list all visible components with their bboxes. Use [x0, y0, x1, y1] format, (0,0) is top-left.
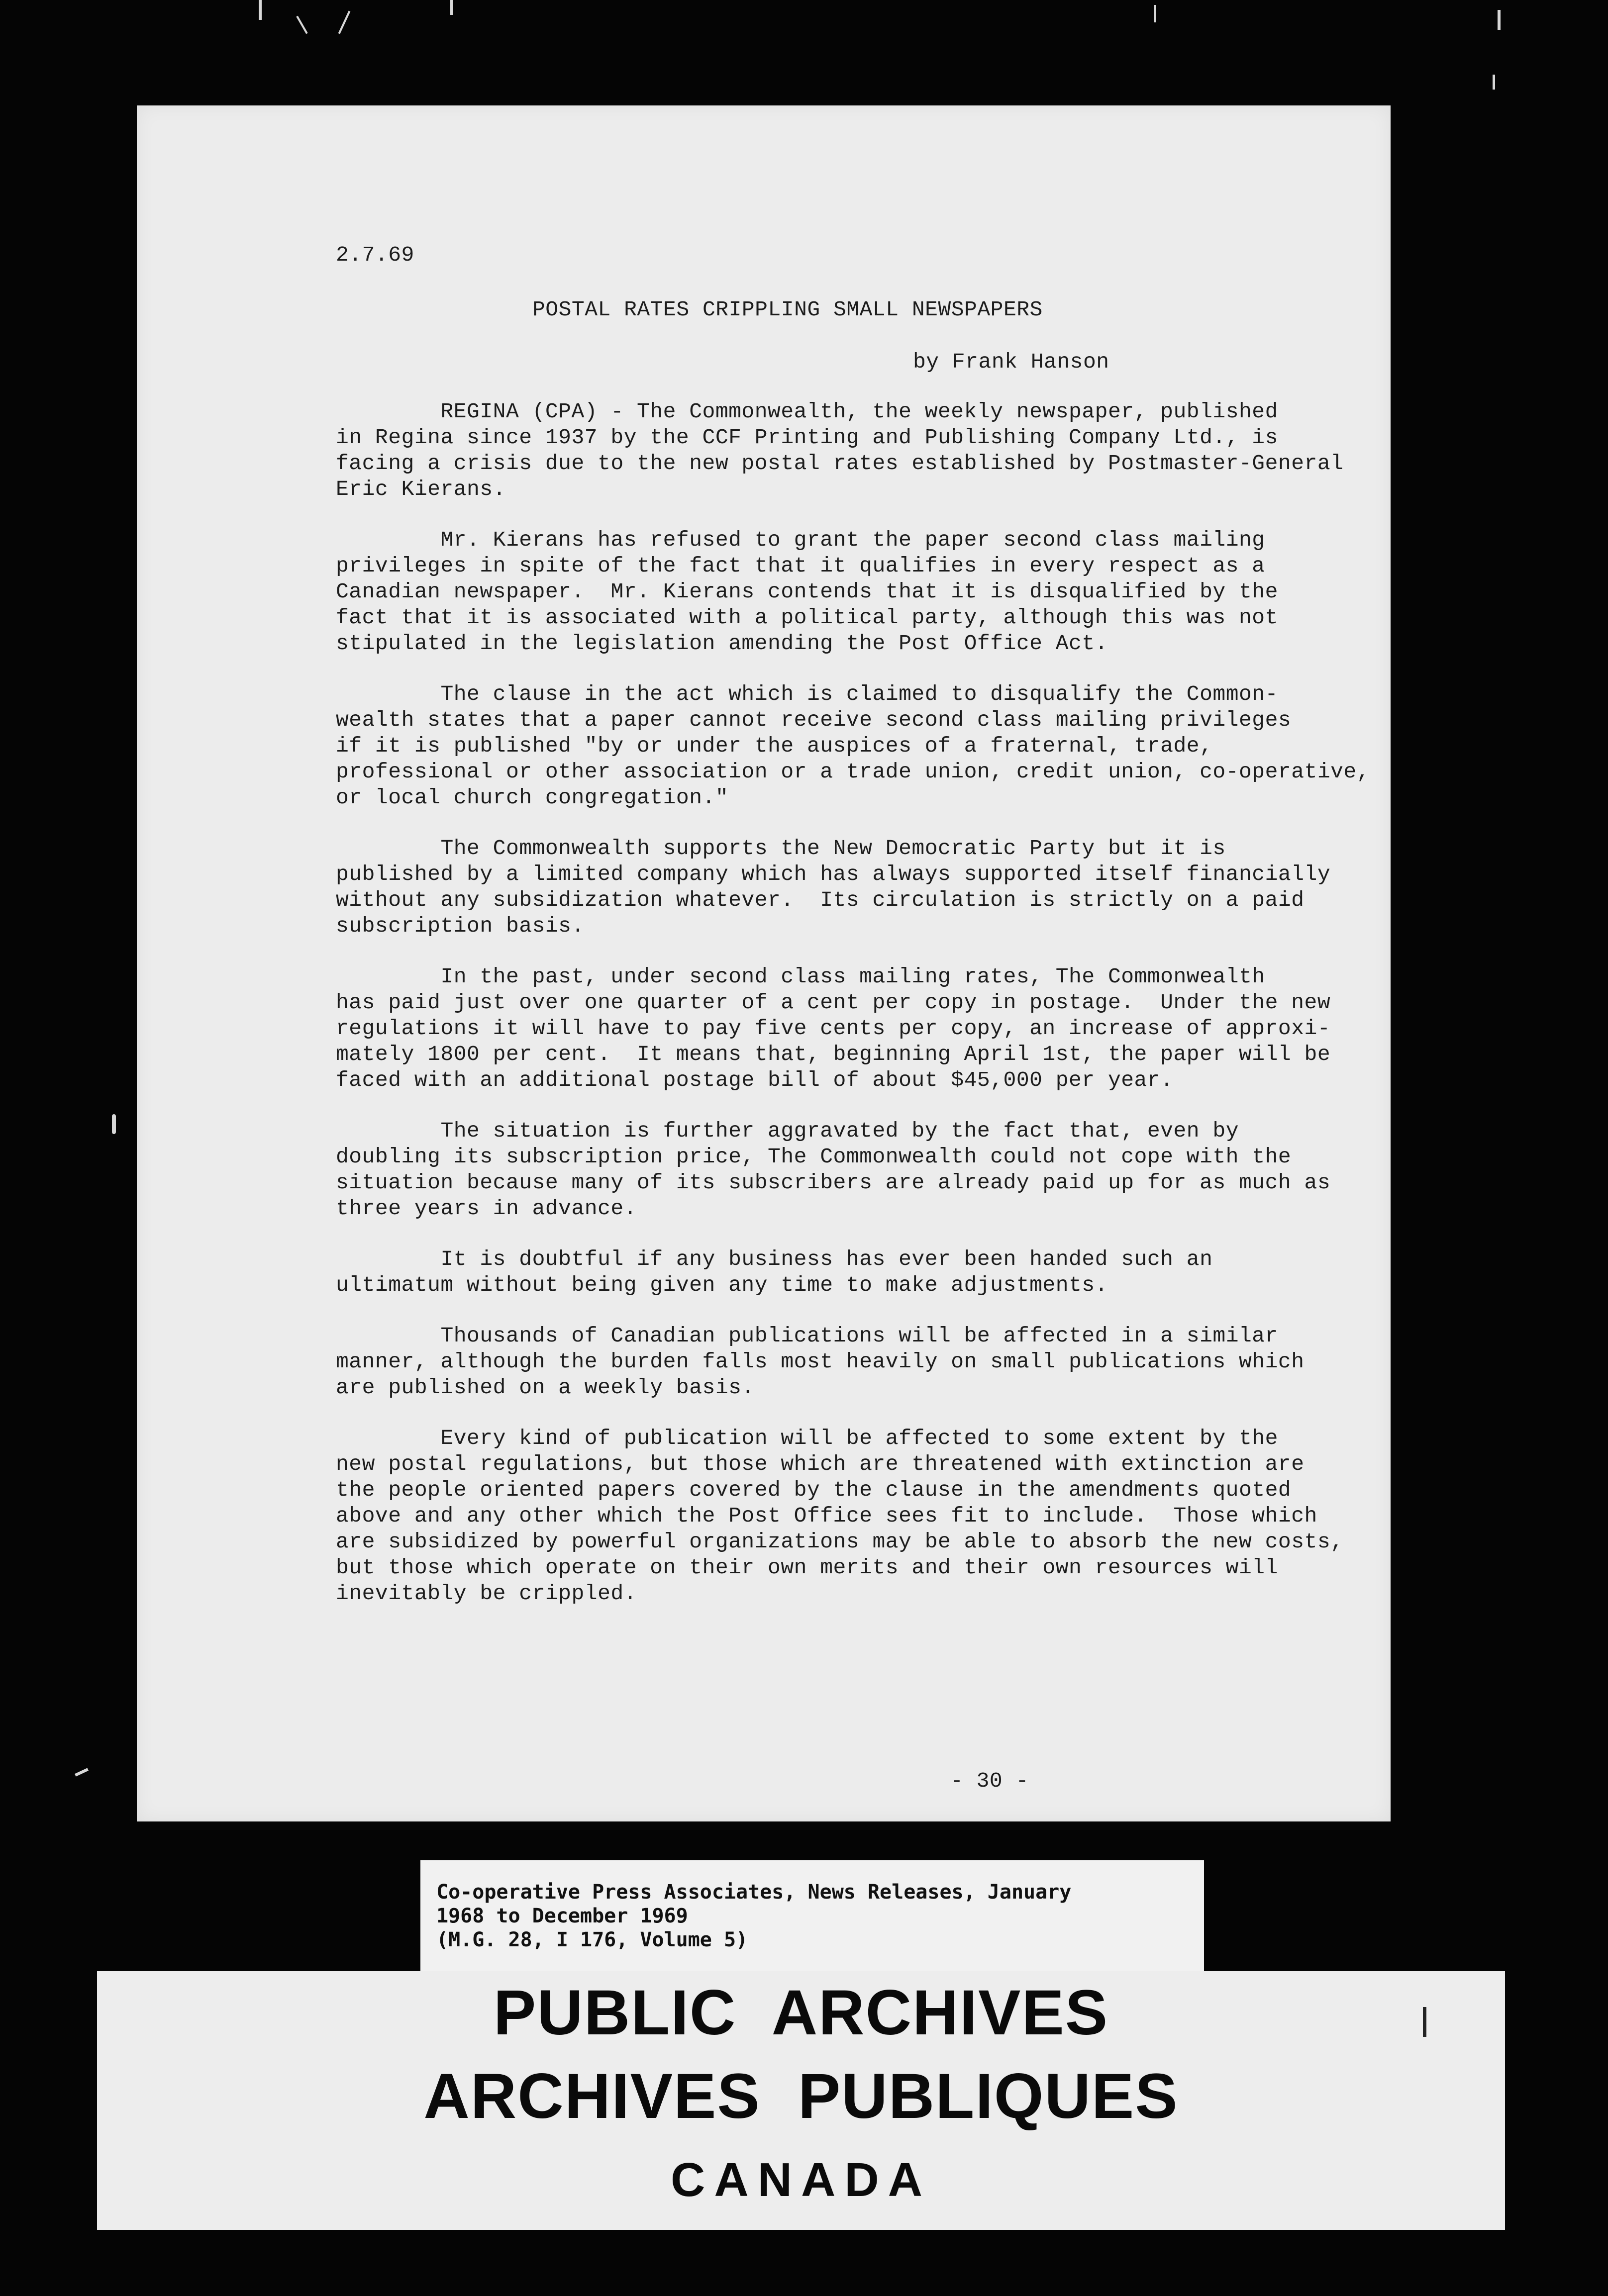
document-byline: by Frank Hanson: [913, 350, 1109, 374]
film-speck: [296, 16, 307, 34]
paragraph: In the past, under second class mailing rates, The Commonwealth has paid just over one quarter of a cent per copy in postage. Under the new regulations it will have to pay five cents per copy, an increase of approxi- mately 1800 per cent. It means that, beginning April 1st, the paper will be faced with an additional postage bill of about $45,000 per year.: [336, 964, 1331, 1092]
document-body: [336, 399, 1520, 1631]
paragraph: REGINA (CPA) - The Commonwealth, the weekly newspaper, published in Regina since 1937 by the CCF Printing and Publishing Company Ltd., is facing a crisis due to the new postal rates established by Postmaster-General Eric Kierans.: [336, 399, 1344, 501]
film-speck: [1493, 75, 1495, 90]
page-number: - 30 -: [950, 1769, 1029, 1793]
film-speck: [1423, 2007, 1426, 2037]
document-date: 2.7.69: [336, 243, 414, 267]
film-speck: [259, 0, 262, 20]
paragraph: It is doubtful if any business has ever been handed such an ultimatum without being given any time to make adjustments.: [336, 1247, 1213, 1297]
paragraph: Every kind of publication will be affected to some extent by the new postal regulations, but those which are threatened with extinction are the people oriented papers covered by the clause in the amendments quoted above and any other which the Post Office sees fit to include. Those which are subsidized by powerful organizations may be able to absorb the new costs, but those which operate on their own merits and their own resources will inevitably be crippled.: [336, 1426, 1344, 1606]
film-speck: [112, 1114, 116, 1134]
paragraph: Mr. Kierans has refused to grant the paper second class mailing privileges in spite of the fact that it qualifies in every respect as a Canadian newspaper. Mr. Kierans contends that it is disqualified by the fact that it is associated with a political party, although this was not stipulated in the legislation amending the Post Office Act.: [336, 528, 1278, 656]
film-speck: [75, 1768, 89, 1776]
archive-label-card: [420, 1860, 1204, 1972]
archive-label-text: [436, 1880, 1071, 1952]
paragraph: Thousands of Canadian publications will be affected in a similar manner, although the burden falls most heavily on small publications which are published on a weekly basis.: [336, 1324, 1305, 1400]
label-line: (M.G. 28, I 176, Volume 5): [436, 1928, 748, 1951]
paragraph: The Commonwealth supports the New Democratic Party but it is published by a limited company which has always supported itself financially without any subsidization whatever. Its circulation is strictly on a paid subscription basis.: [336, 836, 1331, 938]
banner-line-english: PUBLIC ARCHIVES: [493, 1977, 1109, 2048]
banner-line-country: CANADA: [671, 2153, 931, 2206]
label-line: Co-operative Press Associates, News Releases, January: [436, 1881, 1072, 1904]
label-line: 1968 to December 1969: [436, 1905, 688, 1927]
document-page: [137, 105, 1391, 1821]
document-title: POSTAL RATES CRIPPLING SMALL NEWSPAPERS: [532, 297, 1043, 322]
film-speck: [1498, 10, 1501, 30]
paragraph: The situation is further aggravated by the fact that, even by doubling its subscription price, The Commonwealth could not cope with the situation because many of its subscribers are already paid up for as much as three years in advance.: [336, 1119, 1331, 1221]
banner-line-french: ARCHIVES PUBLIQUES: [423, 2061, 1179, 2132]
film-speck: [338, 10, 351, 34]
paragraph: The clause in the act which is claimed to disqualify the Common- wealth states that a paper cannot receive second class mailing privileges if it is published "by or under the auspices of a fraternal, trade, professional or other association or a trade union, credit union, co-operative, or local church congregation.": [336, 682, 1370, 810]
film-speck: [1154, 5, 1156, 22]
film-speck: [450, 0, 453, 15]
public-archives-banner: [97, 1971, 1505, 2230]
